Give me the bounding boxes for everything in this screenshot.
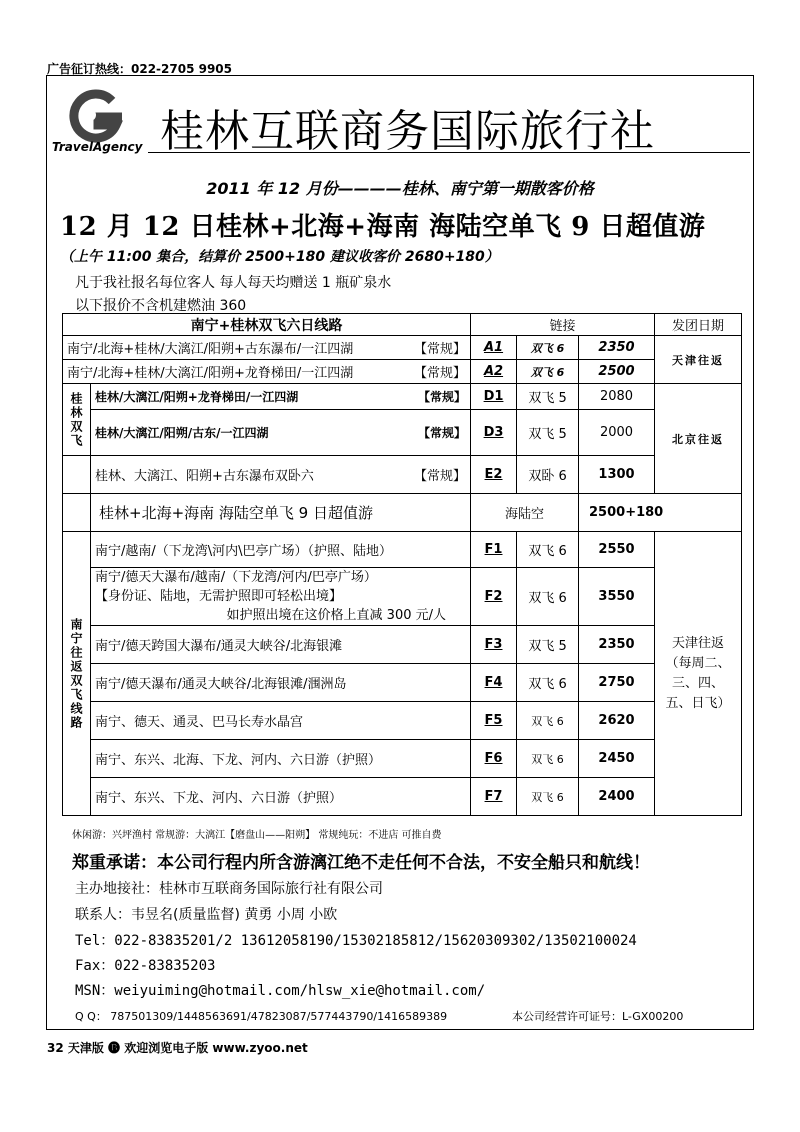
subtitle: 2011 年 12 月份————桂林、南宁第一期散客价格 (206, 179, 594, 198)
route-cell (91, 384, 471, 410)
empty-cell (63, 494, 91, 532)
route-cell: 南宁、东兴、北海、下龙、河内、六日游（护照） (91, 740, 471, 778)
transport: 双飞 6 (517, 702, 579, 740)
route-text: 桂林/大漓江/阳朔/古东/一江四湖 (95, 426, 269, 440)
route-cell (63, 360, 471, 384)
table-row (63, 740, 742, 778)
route-text: 南宁/北海+桂林/大漓江/阳朔+古东瀑布/一江四湖 (67, 342, 354, 357)
price: 2350 (579, 626, 655, 664)
price: 2080 (579, 384, 655, 410)
route-text: 南宁/德天大瀑布/越南/（下龙湾/河内/巴亭广场） (95, 570, 377, 585)
route-tag: 【常规】 (418, 390, 467, 404)
price: 2400 (579, 778, 655, 816)
host-agency: 主办地接社：桂林市互联商务国际旅行社有限公司 (75, 881, 383, 897)
route-text: 南宁/北海+桂林/大漓江/阳朔+龙脊梯田/一江四湖 (67, 366, 354, 381)
price: 2000 (579, 410, 655, 456)
ad-hotline: 广告征订热线：022-2705 9905 (47, 62, 233, 76)
promo-price: 2500+180 (579, 494, 742, 532)
table-row (63, 384, 742, 410)
section-header: 南宁+桂林双飞六日线路 (63, 314, 471, 336)
route-text: 桂林、大漓江、阳朔+古东瀑布双卧六 (95, 469, 314, 484)
page-title: 桂林互联商务国际旅行社 (160, 106, 655, 157)
transport: 双飞 6 (517, 664, 579, 702)
headline: 12 月 12 日桂林+北海+海南 海陆空单飞 9 日超值游 (60, 212, 706, 242)
departure-beijing: 北京往返 (655, 384, 742, 494)
table-row (63, 664, 742, 702)
promo-route: 桂林+北海+海南 海陆空单飞 9 日超值游 (91, 494, 471, 532)
table-header (63, 314, 742, 336)
route-code: F3 (471, 626, 517, 664)
price-note: （上午 11:00 集合，结算价 2500+180 建议收客价 2680+180） (60, 249, 499, 265)
transport: 双飞 6 (517, 568, 579, 626)
transport: 双飞 6 (517, 778, 579, 816)
safety-promise: 郑重承诺：本公司行程内所含游漓江绝不走任何不合法，不安全船只和航线！ (72, 853, 650, 873)
route-cell (63, 336, 471, 360)
gift-note: 凡于我社报名每位客人 每人每天均赠送 1 瓶矿泉水 (75, 275, 392, 291)
transport: 双飞 6 (517, 336, 579, 360)
route-cell: 南宁、德天、通灵、巴马长寿水晶宫 (91, 702, 471, 740)
promo-row (63, 494, 742, 532)
route-tag: 【常规】 (414, 342, 467, 357)
route-code: A1 (471, 336, 517, 360)
contact-persons: 联系人：韦昱名(质量监督) 黄勇 小周 小欧 (75, 907, 338, 923)
transport: 双飞 6 (517, 740, 579, 778)
qq-numbers: Q Q： 787501309/1448563691/47823087/577443790/1416589389 (75, 1010, 448, 1023)
table-row (63, 410, 742, 456)
route-discount: 如护照出境在这价格上直减 300 元/人 (226, 608, 447, 623)
route-cell (91, 456, 471, 494)
transport: 双飞 5 (517, 626, 579, 664)
logo-text: TravelAgency (52, 140, 143, 154)
route-code: D1 (471, 384, 517, 410)
table-row (63, 336, 742, 360)
price: 2500 (579, 360, 655, 384)
route-code: D3 (471, 410, 517, 456)
transport: 双卧 6 (517, 456, 579, 494)
route-tag: 【常规】 (418, 426, 467, 440)
msn: MSN：weiyuiming@hotmail.com/hlsw_xie@hotmail.com/ (75, 983, 486, 999)
route-code: E2 (471, 456, 517, 494)
route-code: F5 (471, 702, 517, 740)
route-text: 桂林/大漓江/阳朔+龙脊梯田/一江四湖 (95, 390, 299, 404)
table-row (63, 456, 742, 494)
departure-tianjin: 天津往返 (655, 336, 742, 384)
price: 2750 (579, 664, 655, 702)
table-row (63, 626, 742, 664)
promo-mode: 海陆空 (471, 494, 579, 532)
route-cell: 南宁/越南/（下龙湾\河内\巴亭广场）（护照、陆地） (91, 532, 471, 568)
route-code: F4 (471, 664, 517, 702)
route-cell (91, 568, 471, 626)
route-note: 【身份证、陆地，无需护照即可轻松出境】 (95, 589, 343, 604)
route-code: A2 (471, 360, 517, 384)
transport: 双飞 5 (517, 384, 579, 410)
guilin-side-label: 桂林双飞 (63, 384, 91, 456)
route-cell: 南宁、东兴、下龙、河内、六日游（护照） (91, 778, 471, 816)
price: 2350 (579, 336, 655, 360)
table-row (63, 532, 742, 568)
date-header: 发团日期 (655, 314, 742, 336)
table-row (63, 778, 742, 816)
title-divider (148, 152, 750, 153)
route-code: F2 (471, 568, 517, 626)
route-code: F1 (471, 532, 517, 568)
table-row (63, 568, 742, 626)
tour-legend: 休闲游：兴坪渔村 常规游：大漓江【磨盘山——阳朔】 常规纯玩：不进店 可推自费 (72, 830, 442, 841)
fax: Fax：022-83835203 (75, 958, 216, 974)
routes-table (62, 313, 742, 816)
route-cell: 南宁/德天瀑布/通灵大峡谷/北海银滩/涠洲岛 (91, 664, 471, 702)
telephone: Tel：022-83835201/2 13612058190/15302185812/15620309302/13502100024 (75, 933, 637, 949)
table-row (63, 360, 742, 384)
route-cell (91, 410, 471, 456)
transport: 双飞 6 (517, 532, 579, 568)
empty-cell (63, 456, 91, 494)
departure-tianjin-weekly: 天津往返（每周二、三、四、五、日飞） (655, 532, 742, 816)
route-code: F6 (471, 740, 517, 778)
travel-agency-logo-icon (50, 85, 145, 145)
page-footer: 32 天津版 🅑 欢迎浏览电子版 www.zyoo.net (47, 1041, 308, 1055)
link-header: 链接 (471, 314, 655, 336)
transport: 双飞 6 (517, 360, 579, 384)
license-number: 本公司经营许可证号：L-GX00200 (512, 1010, 684, 1023)
route-tag: 【常规】 (414, 469, 467, 484)
price: 3550 (579, 568, 655, 626)
price: 2620 (579, 702, 655, 740)
nanning-side-label: 南宁往返双飞线路 (63, 532, 91, 816)
fuel-note: 以下报价不含机建燃油 360 (75, 298, 247, 314)
price: 2550 (579, 532, 655, 568)
route-code: F7 (471, 778, 517, 816)
route-tag: 【常规】 (414, 366, 467, 381)
price: 2450 (579, 740, 655, 778)
table-row (63, 702, 742, 740)
transport: 双飞 5 (517, 410, 579, 456)
route-cell: 南宁/德天跨国大瀑布/通灵大峡谷/北海银滩 (91, 626, 471, 664)
price: 1300 (579, 456, 655, 494)
